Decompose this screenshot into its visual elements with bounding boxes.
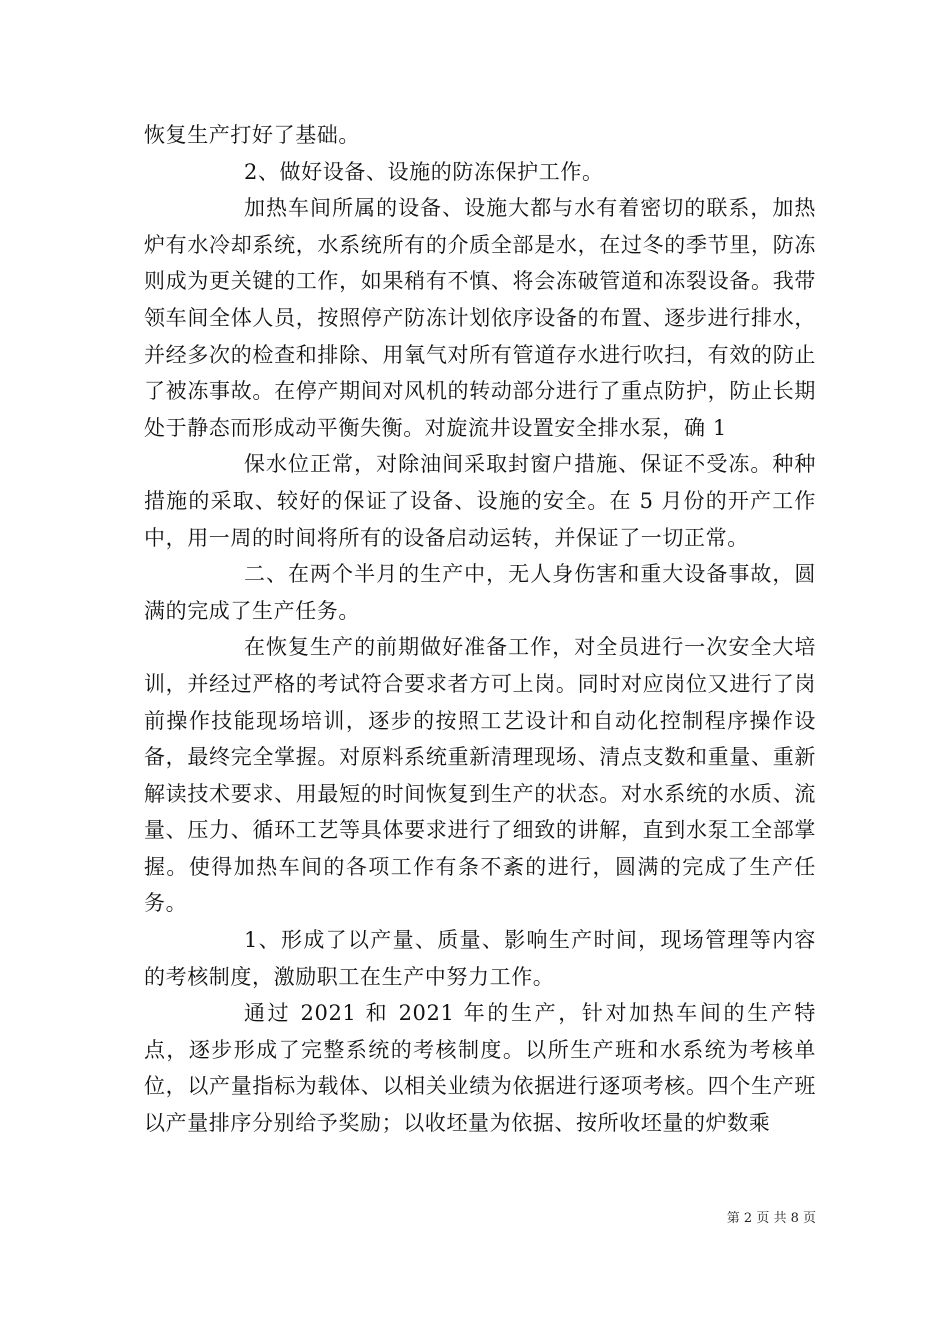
- paragraph-4: 保水位正常，对除油间采取封窗户措施、保证不受冻。种种措施的采取、较好的保证了设备、设施的安全。在 5 月份的开产工作中，用一周的时间将所有的设备启动运转，并保证了一切正常。: [144, 452, 816, 550]
- paragraph-5-heading: 二、在两个半月的生产中，无人身伤害和重大设备事故，圆满的完成了生产任务。: [144, 562, 816, 623]
- document-body: [144, 117, 816, 1142]
- paragraph-1: 恢复生产打好了基础。: [144, 123, 360, 147]
- paragraph-3: 加热车间所属的设备、设施大都与水有着密切的联系，加热炉有水冷却系统，水系统所有的介质全部是水，在过冬的季节里，防冻则成为更关键的工作，如果稍有不慎、将会冻破管道和冻裂设备。我带领车间全体人员，按照停产防冻计划依序设备的布置、逐步进行排水，并经多次的检查和排除、用氧气对所有管道存水进行吹扫，有效的防止了被冻事故。在停产期间对风机的转动部分进行了重点防护，防止长期处于静态而形成动平衡失衡。对旋流井设置安全排水泵，确 1: [144, 196, 816, 440]
- paragraph-2-heading: 2、做好设备、设施的防冻保护工作。: [244, 159, 604, 184]
- paragraph-6: 在恢复生产的前期做好准备工作，对全员进行一次安全大培训，并经过严格的考试符合要求者方可上岗。同时对应岗位又进行了岗前操作技能现场培训，逐步的按照工艺设计和自动化控制程序操作设备，最终完全掌握。对原料系统重新清理现场、清点支数和重量、重新解读技术要求、用最短的时间恢复到生产的状态。对水系统的水质、流量、压力、循环工艺等具体要求进行了细致的讲解，直到水泵工全部掌握。使得加热车间的各项工作有条不紊的进行，圆满的完成了生产任务。: [144, 635, 816, 916]
- page-number-footer: 第 2 页 共 8 页: [726, 1211, 816, 1226]
- paragraph-8: 通过 2021 和 2021 年的生产，针对加热车间的生产特点，逐步形成了完整系统的考核制度。以所生产班和水系统为考核单位，以产量指标为载体、以相关业绩为依据进行逐项考核。四个生产班以产量排序分别给予奖励；以收坯量为依据、按所收坯量的炉数乘: [144, 1001, 816, 1136]
- paragraph-7-heading: 1、形成了以产量、质量、影响生产时间，现场管理等内容的考核制度，激励职工在生产中努力工作。: [144, 928, 816, 989]
